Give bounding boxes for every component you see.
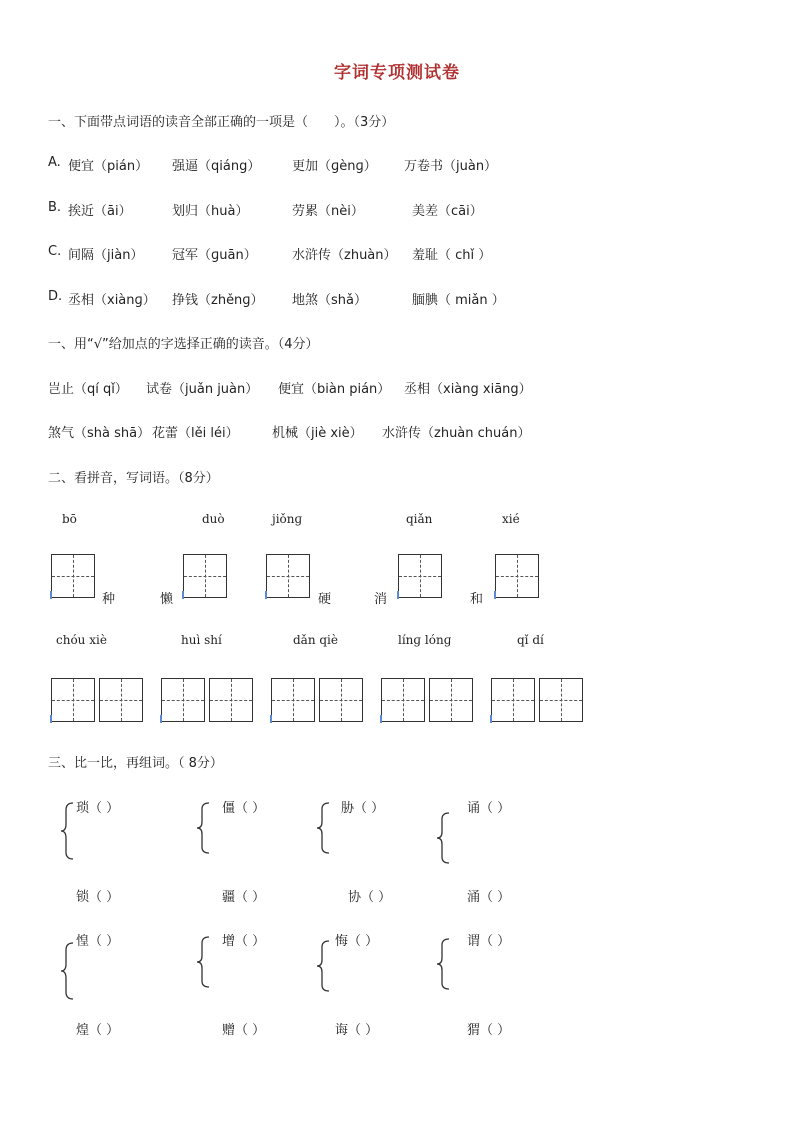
option-item: 更加（ɡènɡ） bbox=[292, 159, 377, 174]
compare-word-top: 僵（ ） bbox=[222, 801, 266, 816]
option-item: 腼腆（ miǎn ） bbox=[412, 293, 505, 308]
writing-grid-box[interactable] bbox=[51, 678, 95, 722]
compare-word-top: 惶（ ） bbox=[76, 934, 120, 949]
compare-word-bottom: 锁（ ） bbox=[76, 890, 120, 905]
pinyin-label: jiǒnɡ bbox=[272, 512, 303, 526]
brace-icon bbox=[60, 802, 74, 860]
pinyin-label: qiǎn bbox=[406, 512, 433, 526]
compare-word-bottom: 猬（ ） bbox=[467, 1023, 511, 1038]
writing-grid-box[interactable] bbox=[491, 678, 535, 722]
question-3-heading: 二、看拼音，写词语。（8分） bbox=[48, 471, 219, 486]
brace-icon bbox=[196, 936, 210, 988]
option-item: 便宜（pián） bbox=[68, 159, 149, 174]
option-item: 挣钱（zhěnɡ） bbox=[172, 293, 264, 308]
pinyin-label: bō bbox=[62, 512, 77, 526]
page-title: 字词专项测试卷 bbox=[334, 63, 460, 83]
given-character: 硬 bbox=[318, 592, 332, 607]
given-character: 种 bbox=[102, 592, 116, 607]
option-label: D. bbox=[48, 289, 63, 304]
writing-grid-box[interactable] bbox=[51, 554, 95, 598]
given-character: 和 bbox=[470, 592, 484, 607]
writing-grid-box[interactable] bbox=[99, 678, 143, 722]
writing-grid-box[interactable] bbox=[319, 678, 363, 722]
pinyin-label: xié bbox=[502, 512, 520, 526]
compare-word-top: 谓（ ） bbox=[467, 934, 511, 949]
writing-grid-box[interactable] bbox=[539, 678, 583, 722]
choice-item: 试卷（juǎn juàn） bbox=[146, 382, 259, 397]
brace-icon bbox=[316, 802, 330, 854]
option-item: 劳累（nèi） bbox=[292, 204, 364, 219]
writing-grid-box[interactable] bbox=[209, 678, 253, 722]
option-item: 美差（cāi） bbox=[412, 204, 483, 219]
compare-word-top: 琐（ ） bbox=[76, 801, 120, 816]
pinyin-label: chóu xiè bbox=[56, 633, 107, 647]
pinyin-label: dǎn qiè bbox=[293, 633, 338, 647]
option-item: 冠军（ɡuān） bbox=[172, 248, 257, 263]
option-item: 丞相（xiànɡ） bbox=[68, 293, 156, 308]
brace-icon bbox=[196, 802, 210, 854]
given-character: 懒 bbox=[160, 592, 174, 607]
writing-grid-box[interactable] bbox=[495, 554, 539, 598]
compare-word-bottom: 协（ ） bbox=[348, 890, 392, 905]
option-item: 划归（huà） bbox=[172, 204, 249, 219]
compare-word-bottom: 涌（ ） bbox=[467, 890, 511, 905]
writing-grid-box[interactable] bbox=[161, 678, 205, 722]
writing-grid-box[interactable] bbox=[183, 554, 227, 598]
choice-item: 煞气（shà shā） bbox=[48, 426, 151, 441]
compare-word-top: 胁（ ） bbox=[341, 801, 385, 816]
writing-grid-box[interactable] bbox=[271, 678, 315, 722]
writing-grid-box[interactable] bbox=[381, 678, 425, 722]
writing-grid-box[interactable] bbox=[398, 554, 442, 598]
compare-word-top: 悔（ ） bbox=[335, 934, 379, 949]
compare-word-bottom: 煌（ ） bbox=[76, 1023, 120, 1038]
pinyin-label: qǐ dí bbox=[517, 633, 544, 647]
choice-item: 水浒传（zhuàn chuán） bbox=[382, 426, 531, 441]
brace-icon bbox=[436, 812, 450, 864]
choice-item: 便宜（biàn pián） bbox=[278, 382, 391, 397]
choice-item: 丞相（xiàng xiāng） bbox=[404, 382, 532, 397]
option-item: 万卷书（juàn） bbox=[404, 159, 498, 174]
compare-word-bottom: 诲（ ） bbox=[335, 1023, 379, 1038]
choice-item: 岂止（qí qǐ） bbox=[48, 382, 128, 397]
option-item: 挨近（āi） bbox=[68, 204, 132, 219]
compare-word-top: 诵（ ） bbox=[467, 801, 511, 816]
given-character: 消 bbox=[374, 592, 388, 607]
pinyin-label: duò bbox=[202, 512, 225, 526]
option-item: 间隔（jiàn） bbox=[68, 248, 144, 263]
option-item: 羞耻（ chǐ ） bbox=[412, 248, 492, 263]
compare-word-bottom: 疆（ ） bbox=[222, 890, 266, 905]
option-item: 强逼（qiáng） bbox=[172, 159, 261, 174]
choice-item: 机械（jiè xiè） bbox=[272, 426, 363, 441]
question-2-heading: 一、用“√”给加点的字选择正确的读音。（4分） bbox=[48, 337, 319, 352]
compare-word-top: 增（ ） bbox=[222, 934, 266, 949]
pinyin-label: huì shí bbox=[181, 633, 222, 647]
brace-icon bbox=[436, 938, 450, 990]
writing-grid-box[interactable] bbox=[266, 554, 310, 598]
choice-item: 花蕾（lěi léi） bbox=[152, 426, 239, 441]
writing-grid-box[interactable] bbox=[429, 678, 473, 722]
option-item: 水浒传（zhuàn） bbox=[292, 248, 397, 263]
pinyin-label: línɡ lónɡ bbox=[398, 633, 452, 647]
brace-icon bbox=[60, 942, 74, 1000]
brace-icon bbox=[316, 940, 330, 992]
question-4-heading: 三、比一比，再组词。（ 8分） bbox=[48, 756, 223, 771]
option-label: A. bbox=[48, 155, 61, 170]
option-item: 地煞（shǎ） bbox=[292, 293, 367, 308]
question-1-heading: 一、下面带点词语的读音全部正确的一项是（ ）。（3分） bbox=[48, 115, 395, 130]
option-label: C. bbox=[48, 244, 62, 259]
compare-word-bottom: 赠（ ） bbox=[222, 1023, 266, 1038]
option-label: B. bbox=[48, 200, 62, 215]
